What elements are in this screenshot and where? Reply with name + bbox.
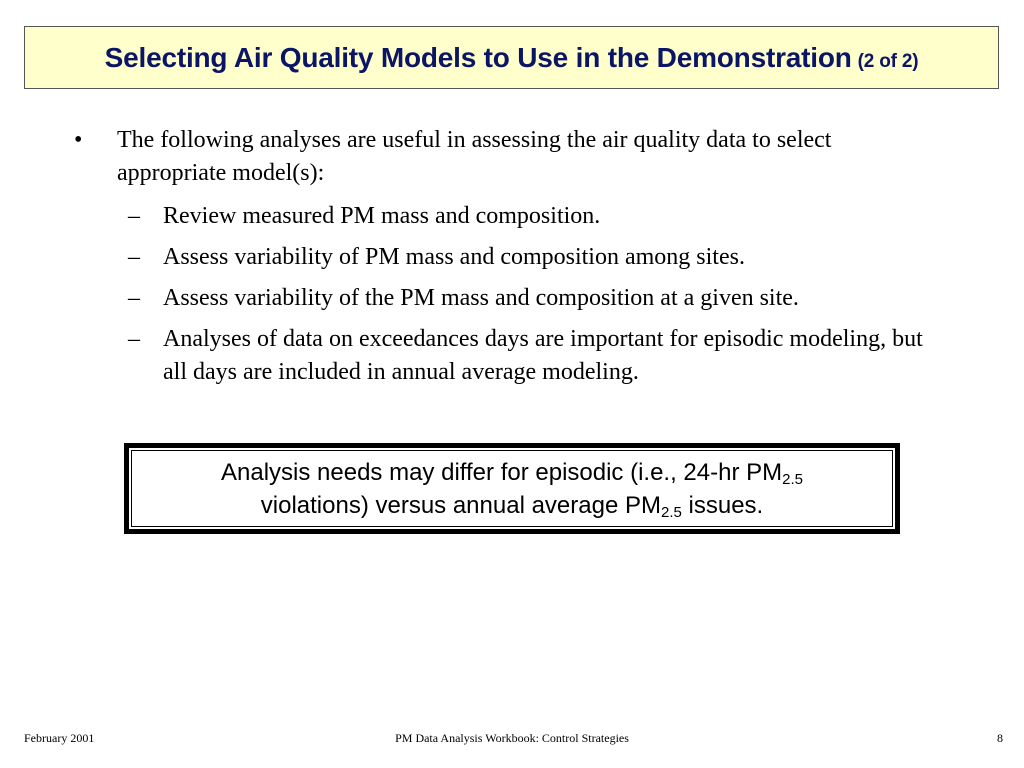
slide-title-main: Selecting Air Quality Models to Use in the Demonstration [104,41,852,73]
bullet-marker: • [74,127,83,153]
callout-line-2-subscript: 2.5 [660,503,682,521]
main-bullet [74,124,934,190]
slide-title [105,42,919,74]
sub-bullet-text: Review measured PM mass and composition. [163,203,601,229]
sub-bullet [128,200,928,233]
main-bullet-text: The following analyses are useful in assessing the air quality data to select appropriate model(s): [117,127,832,186]
sub-bullet [128,241,928,274]
sub-bullet-list [128,200,928,397]
dash-marker: – [128,203,140,229]
dash-marker: – [128,326,140,352]
callout-line-2-end: issues. [681,491,764,519]
sub-bullet [128,282,928,315]
callout-line-1-text: Analysis needs may differ for episodic (i.e., 24-hr PM [221,458,783,486]
callout-line-2-text: violations) versus annual average PM [260,491,661,519]
footer-date: February 2001 [24,731,95,745]
callout-line-2 [261,489,763,522]
sub-bullet [128,323,928,389]
callout-box [124,443,900,534]
callout-line-1-subscript: 2.5 [782,470,803,488]
slide-title-box [24,26,999,89]
dash-marker: – [128,244,140,270]
footer-title: PM Data Analysis Workbook: Control Strategies [395,731,629,745]
sub-bullet-text: Assess variability of PM mass and composition among sites. [163,244,745,270]
dash-marker: – [128,285,140,311]
callout-line-1 [221,456,803,489]
footer-page-number: 8 [997,731,1003,745]
callout-content [131,450,893,527]
slide-title-counter: (2 of 2) [857,50,919,72]
sub-bullet-text: Analyses of data on exceedances days are important for episodic modeling, but all days are included in annual average modeling. [163,326,923,385]
sub-bullet-text: Assess variability of the PM mass and composition at a given site. [163,285,799,311]
